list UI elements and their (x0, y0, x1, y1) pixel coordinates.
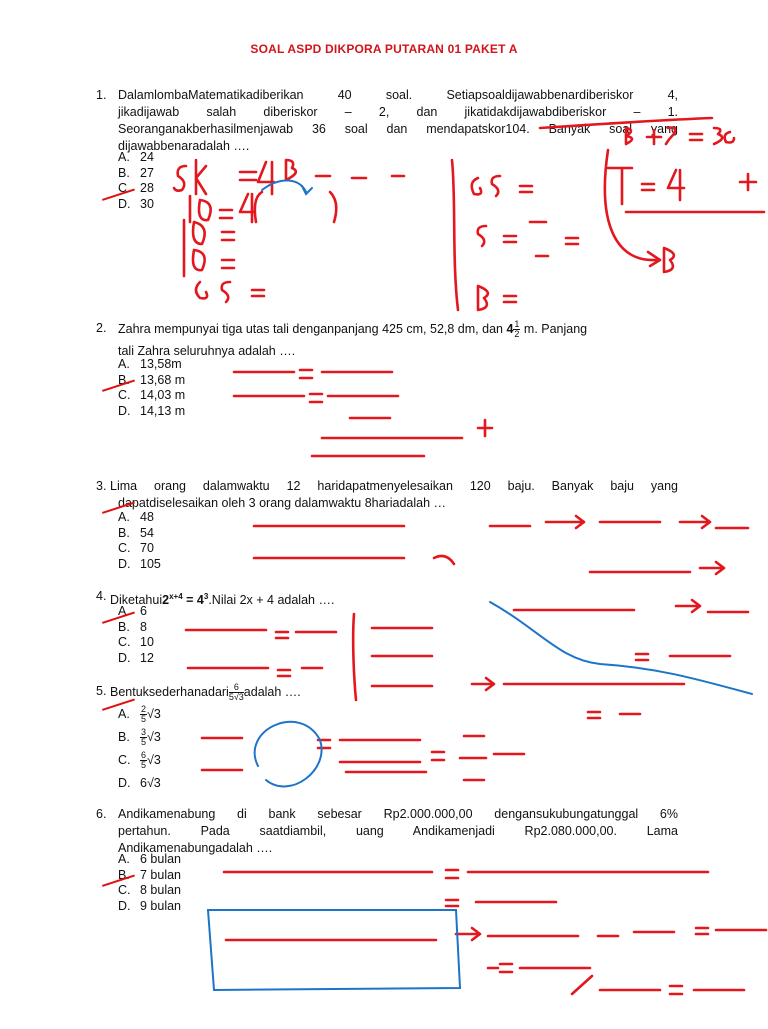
option-text: 14,13 m (140, 403, 186, 418)
option-label: D. (118, 650, 131, 665)
option-label: B. (118, 525, 130, 540)
question-number: 2. (96, 321, 107, 335)
option-label: B. (118, 165, 130, 180)
option-label: A. (118, 357, 130, 371)
option-radical: √3 (147, 707, 161, 721)
option-text: 8 (140, 619, 147, 634)
equation-base: 2 (162, 593, 170, 608)
option-label: B. (118, 619, 130, 634)
question-number: 6. (96, 807, 107, 821)
option-label: D. (118, 403, 131, 418)
option-label: C. (118, 388, 131, 402)
fraction-numerator: 3 (141, 727, 147, 738)
option-text: 6 bulan (140, 852, 182, 866)
option-label: A. (118, 707, 130, 721)
option-text: 13,58m (140, 357, 182, 371)
option-label: C. (118, 635, 131, 649)
page-title: SOAL ASPD DIKPORA PUTARAN 01 PAKET A (250, 42, 518, 56)
fraction-denominator: 5√3 (228, 692, 244, 702)
question-text-line: tali Zahra seluruhnya adalah …. (118, 344, 296, 358)
question-text-line: Andikamenabungadalah …. (118, 841, 273, 855)
fraction-denominator: 5 (141, 737, 147, 748)
option-text: 28 (140, 181, 154, 195)
fraction-denominator: 5 (141, 714, 147, 725)
question-number: 1. (96, 88, 107, 102)
fraction-numerator: 6 (229, 683, 244, 693)
option-label: C. (118, 181, 131, 195)
question-text-line: Zahra mempunyai tiga utas tali denganpanjang 425 cm, 52,8 dm, dan (118, 321, 503, 336)
question-text-line: jikadijawab salah diberiskor – 2, dan jikatidakdijawabdiberiskor – 1. (118, 105, 678, 119)
mixed-number-whole: 4 (506, 321, 514, 336)
option-label: D. (118, 776, 131, 790)
option-label: B. (118, 730, 130, 744)
question-number: 5. (96, 684, 107, 698)
question-text-prefix: Diketahui (110, 593, 163, 608)
option-label: D. (118, 898, 131, 913)
option-text: 48 (140, 510, 154, 524)
question-text-line: Seoranganakberhasilmenjawab 36 soal dan mendapatskor104. Banyak soal yang (118, 122, 678, 136)
fraction-numerator: 1 (514, 319, 520, 329)
question-text-suffix: .Nilai 2x + 4 adalah …. (208, 593, 335, 608)
equation-exponent-rhs: 3 (203, 592, 209, 601)
fraction-numerator: 6 (141, 750, 147, 761)
option-label: D. (118, 196, 131, 211)
option-text: 13,68 m (140, 372, 186, 387)
option-label: B. (118, 867, 130, 882)
question-text-line: DalamlombaMatematikadiberikan 40 soal. Setiapsoaldijawabbenardiberiskor 4, (118, 88, 678, 102)
question-text-suffix: adalah …. (243, 684, 301, 699)
option-label: B. (118, 372, 130, 387)
option-label: C. (118, 753, 131, 767)
question-text-line: Lima orang dalamwaktu 12 haridapatmenyelesaikan 120 baju. Banyak baju yang (110, 479, 678, 493)
option-radical: √3 (147, 753, 161, 767)
option-label: A. (118, 604, 130, 618)
fraction-denominator: 2 (514, 329, 520, 339)
option-label: A. (118, 510, 130, 524)
option-text: 14,03 m (140, 388, 186, 402)
question-text-prefix: Bentuksederhanadari (110, 684, 229, 699)
equation-exponent: x+4 (169, 592, 183, 601)
fraction-numerator: 2 (141, 704, 147, 715)
option-text: 24 (140, 150, 154, 164)
question-text-line: dapatdiselesaikan oleh 3 orang dalamwaktu 8hariadalah … (118, 496, 446, 510)
option-label: A. (118, 150, 130, 164)
option-text: 27 (140, 165, 154, 180)
option-text: 6√3 (140, 776, 161, 790)
option-text: 105 (140, 556, 161, 571)
option-text: 6 (140, 604, 147, 618)
option-text: 8 bulan (140, 883, 182, 897)
option-text: 54 (140, 525, 154, 540)
option-label: C. (118, 541, 131, 555)
question-number: 4. (96, 589, 107, 603)
option-radical: √3 (147, 730, 161, 744)
question-text-line: Andikamenabung di bank sebesar Rp2.000.000,00 dengansukubungatunggal 6% (118, 807, 678, 821)
option-text: 12 (140, 650, 154, 665)
option-text: 9 bulan (140, 898, 182, 913)
option-text: 7 bulan (140, 867, 182, 882)
question-text-line: pertahun. Pada saatdiambil, uang Andikamenjadi Rp2.080.000,00. Lama (118, 824, 678, 838)
question-number: 3. (96, 479, 107, 493)
option-label: A. (118, 852, 130, 866)
fraction-denominator: 5 (141, 760, 147, 771)
option-label: C. (118, 883, 131, 897)
option-text: 30 (140, 196, 154, 211)
equation-rhs: = 4 (182, 593, 204, 608)
option-text: 10 (140, 635, 154, 649)
option-label: D. (118, 556, 131, 571)
question-text-line: dijawabbenaradalah …. (118, 139, 250, 153)
question-text-tail: m. Panjang (523, 321, 588, 336)
option-text: 70 (140, 541, 154, 555)
